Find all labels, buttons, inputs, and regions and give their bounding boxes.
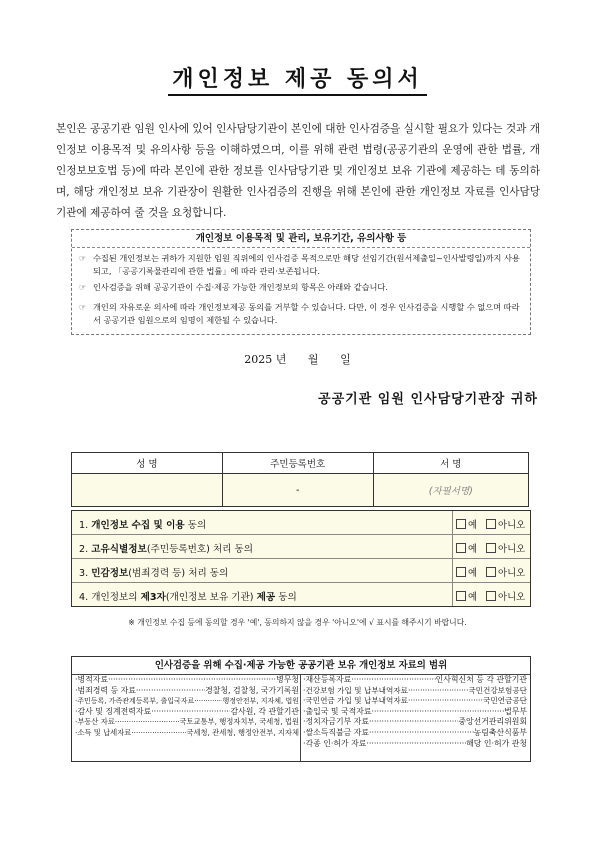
data-range-item: ·범죄경력 등 자료 ····· 경찰청, 검찰청, 국가기록원: [75, 686, 299, 697]
signature-table: [71, 452, 529, 507]
header-resident-number: 주민등록번호: [222, 453, 373, 474]
yes-checkbox[interactable]: [456, 567, 466, 577]
data-range-item: ·정치자금기부 자료 ····· 중앙선거관리위원회: [303, 717, 527, 728]
data-range-item: ·재산등록자료 ····· 인사혁신처 등 각 관할기관: [303, 675, 527, 686]
consent-row: 4. 개인정보의 제3자(개인정보 보유 기관) 제공 동의 예 아니오: [72, 583, 530, 606]
data-range-item: ·소득 및 납세자료 ····· 국세청, 관세청, 행정안전부, 지자체: [75, 728, 299, 739]
data-range-item: ·병적자료 ····· 병무청: [75, 675, 299, 686]
no-checkbox[interactable]: [486, 519, 496, 529]
info-box: [71, 229, 531, 335]
info-item: ☞ 인사검증을 위해 공공기관이 수집·제공 가능한 개인정보의 항목은 아래와 같습니다.: [79, 282, 388, 292]
pointing-hand-icon: ☞: [79, 254, 87, 263]
data-range-item: ·쌀소득직불금 자료 ····· 농림축산식품부: [303, 728, 527, 739]
data-range-heading: 인사검증을 위해 수집·제공 가능한 공공기관 보유 개인정보 자료의 범위: [72, 657, 530, 675]
name-field[interactable]: [72, 474, 223, 507]
pointing-hand-icon: ☞: [79, 303, 87, 312]
no-checkbox[interactable]: [486, 591, 496, 601]
consent-checklist: [71, 510, 531, 607]
date-month: 월: [307, 353, 319, 366]
yes-checkbox[interactable]: [456, 543, 466, 553]
info-item: ☞ 개인의 자유로운 의사에 따라 개인정보제공 동의를 거부할 수 있습니다. 다만, 이 경우 인사검증을 시행할 수 없으며 따라서 공공기관 임원으로의 임명이 제한될 수 있습니다.: [79, 302, 520, 325]
document-title: 개인정보 제공 동의서: [0, 62, 595, 93]
consent-row: 2. 고유식별정보(주민등록번호) 처리 동의 예 아니오: [72, 535, 530, 559]
data-range-right: [303, 675, 527, 761]
addressee: 공공기관 임원 인사담당기관장 귀하: [318, 392, 538, 407]
no-checkbox[interactable]: [486, 543, 496, 553]
data-range-box: [71, 656, 531, 762]
consent-statement: 본인은 공공기관 임원 인사에 있어 인사담당기관이 본인에 대한 인사검증을 실시할 필요가 있다는 것과 개인정보 이용목적 및 유의사항 등을 이해하였으며, 이를 위해 관련 법령(공공기관의 운영에 관한 법률, 개인정보보호법 등)에 따라 본인에 관한 정보를 인사담당기관 및 개인정보 보유 기관에 제공하는 데 동의하며, 해당 개인정보 보유 기관장이 원활한 인사검증의 진행을 위해 본인에 관한 개인정보 자료를 인사담당기관에 제공하여 줄 것을 요청합니다.: [56, 123, 540, 219]
checkbox-note: ※ 개인정보 수집 등에 동의할 경우 '예', 동의하지 않을 경우 '아니오'에 √ 표시를 해주시기 바랍니다.: [128, 618, 467, 627]
yes-checkbox[interactable]: [456, 519, 466, 529]
signature-field[interactable]: (자필서명): [373, 474, 528, 507]
yes-checkbox[interactable]: [456, 591, 466, 601]
info-item: ☞ 수집된 개인정보는 귀하가 지원한 임원 직위에의 인사검증 목적으로만 해당 선임기간(원서제출일~인사발령일)까지 사용되고, 「공공기록물관리에 관한 법률」에 따라 관리·보존됩니다.: [79, 253, 520, 276]
data-range-item: ·주민등록, 가족관계등록부, 출입국자료 ····· 행정안전부, 지자체, 법원: [75, 696, 299, 707]
no-checkbox[interactable]: [486, 567, 496, 577]
header-name: 성 명: [72, 453, 223, 474]
header-signature: 서 명: [373, 453, 528, 474]
consent-row: 1. 개인정보 수집 및 이용 동의 예 아니오: [72, 511, 530, 535]
data-range-item: ·국민연금 가입 및 납부내역자료 ····· 국민연금공단: [303, 696, 527, 707]
data-range-item: ·출입국 및 국적자료 ····· 법무부: [303, 707, 527, 718]
data-range-item: ·부동산 자료 ····· 국토교통부, 행정자치부, 국세청, 법원: [75, 717, 299, 728]
pointing-hand-icon: ☞: [79, 283, 87, 292]
data-range-left: [75, 675, 299, 761]
data-range-item: ·각종 인·허가 자료 ····· 해당 인·허가 관청: [303, 739, 527, 750]
resident-number-field[interactable]: -: [222, 474, 373, 507]
date-line: [0, 351, 595, 367]
consent-row: 3. 민감정보(범죄경력 등) 처리 동의 예 아니오: [72, 559, 530, 583]
data-range-item: ·감사 및 징계전력자료 ····· 감사원, 각 관할기관: [75, 707, 299, 718]
date-year: 2025 년: [244, 353, 287, 366]
info-box-heading: 개인정보 이용목적 및 관리, 보유기간, 유의사항 등: [72, 230, 530, 248]
data-range-item: ·건강보험 가입 및 납부내역자료 ····· 국민건강보험공단: [303, 686, 527, 697]
date-day: 일: [340, 353, 351, 366]
